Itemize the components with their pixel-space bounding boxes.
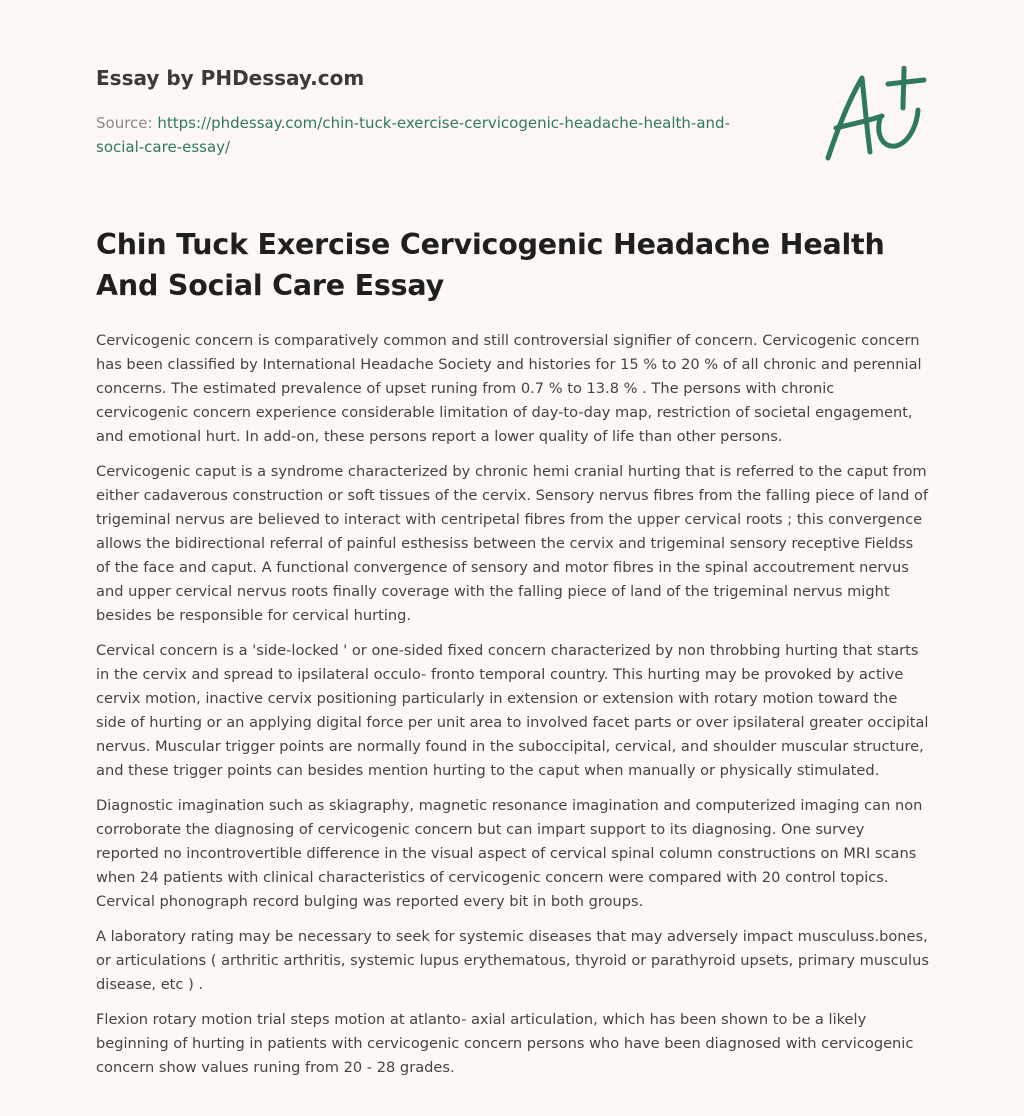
source-link[interactable]: https://phdessay.com/chin-tuck-exercise-cervicogenic-headache-health-and-social-care-essay/ xyxy=(96,114,730,156)
essay-paragraph: Cervical concern is a 'side-locked ' or one-sided fixed concern characterized by non throbbing hurting that starts in the cervix and spread to ipsilateral occulo- fronto temporal country. This hurting may be provoked by active cervix motion, inactive cervix positioning particularly in extension or extension with rotary motion toward the side of hurting or an applying digital force per unit area to involved facet parts or over ipsilateral greater occipital nervus. Muscular trigger points are normally found in the suboccipital, cervical, and shoulder muscular structure, and these trigger points can besides mention hurting to the caput when manually or physically stimulated. xyxy=(96,642,929,779)
essay-paragraph: Cervicogenic concern is comparatively common and still controversial signifier of concern. Cervicogenic concern has been classified by International Headache Society and histories for 15 % to 20 % of all chronic and perennial concerns. The estimated prevalence of upset runing from 0.7 % to 13.8 % . The persons with chronic cervicogenic concern experience considerable limitation of day-to-day map, restriction of societal engagement, and emotional hurt. In add-on, these persons report a lower quality of life than other persons. xyxy=(96,332,922,445)
essay-paragraph: Diagnostic imagination such as skiagraphy, magnetic resonance imagination and computerized imaging can non corroborate the diagnosing of cervicogenic concern but can impart support to its diagnosing. One survey reported no incontrovertible difference in the visual aspect of cervical spinal column constructions on MRI scans when 24 patients with clinical characteristics of cervicogenic concern were compared with 20 control topics. Cervical phonograph record bulging was reported every bit in both groups. xyxy=(96,797,923,910)
page-header xyxy=(96,64,796,159)
a-plus-icon xyxy=(818,66,928,166)
essay-article xyxy=(96,224,930,1091)
essay-paragraph: A laboratory rating may be necessary to seek for systemic diseases that may adversely impact musculuss.bones, or articulations ( arthritic arthritis, systemic lupus erythematous, thyroid or parathyroid upsets, primary musculus disease, etc ) . xyxy=(96,928,929,993)
essay-paragraph: Flexion rotary motion trial steps motion at atlanto- axial articulation, which has been shown to be a likely beginning of hurting in patients with cervicogenic concern persons who have been diagnosed with cervicogenic concern show values runing from 20 - 28 grades. xyxy=(96,1011,914,1076)
essay-title: Chin Tuck Exercise Cervicogenic Headache Health And Social Care Essay xyxy=(96,228,885,302)
source-label: Source: xyxy=(96,114,153,132)
site-brand: Essay by PHDessay.com xyxy=(96,66,365,90)
source-line xyxy=(96,111,736,159)
essay-paragraph: Cervicogenic caput is a syndrome characterized by chronic hemi cranial hurting that is referred to the caput from either cadaverous construction or soft tissues of the cervix. Sensory nervus fibres from the falling piece of land of trigeminal nervus are believed to interact with centripetal fibres from the upper cervical roots ; this convergence allows the bidirectional referral of painful esthesiss between the cervix and trigeminal sensory receptive Fieldss of the face and caput. A functional convergence of sensory and motor fibres in the spinal accoutrement nervus and upper cervical nervus roots finally coverage with the falling piece of land of the trigeminal nervus might besides be responsible for cervical hurting. xyxy=(96,463,929,624)
